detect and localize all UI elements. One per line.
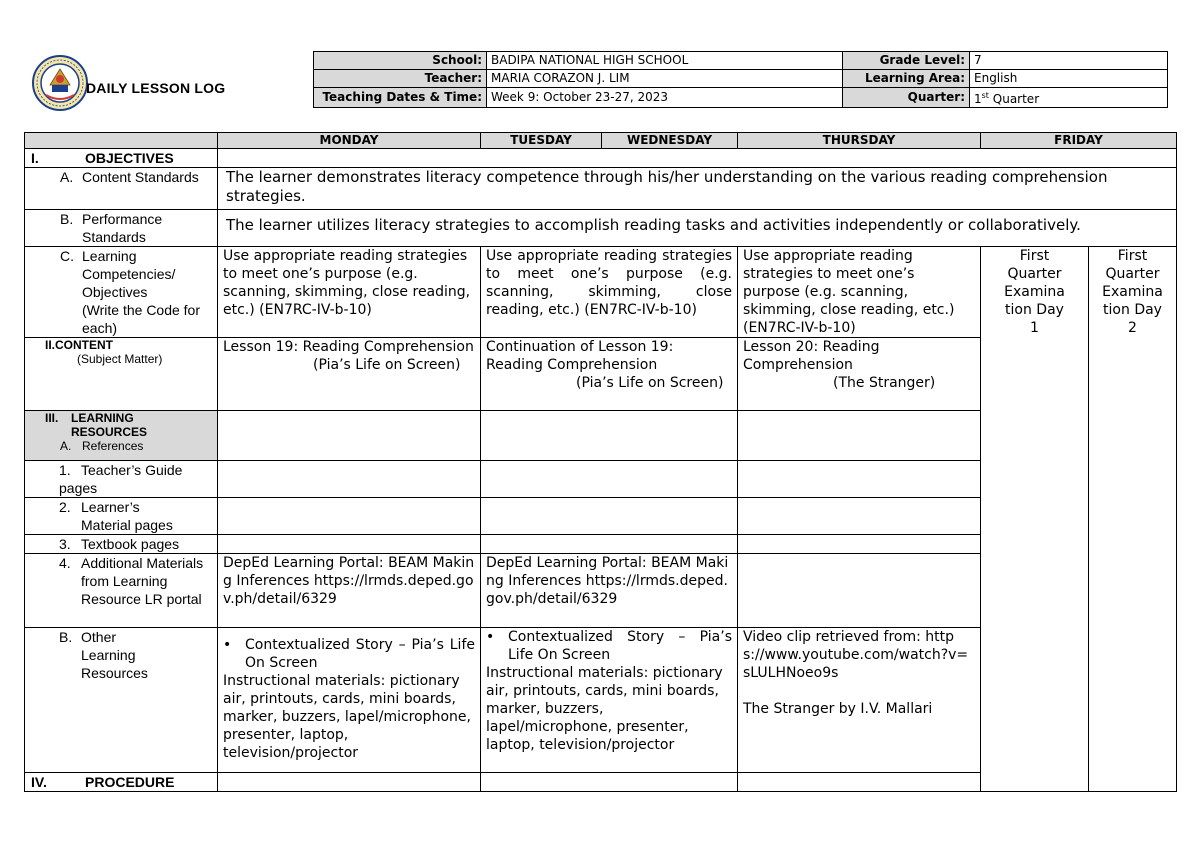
performance-standards-text: The learner utilizes literacy strategies to accomplish reading tasks and activities independently or collaboratively. — [218, 210, 1177, 247]
learning-area-label: Learning Area: — [843, 70, 970, 88]
other-resources-wednesday: Video clip retrieved from: https://www.youtube.com/watch?v=sLULHNoeo9s The Stranger by I.V. Mallari — [738, 628, 981, 773]
thursday-exam-cell: First Quarter Examina tion Day 1 — [981, 247, 1089, 792]
other-resources-label: B. Other Learning Resources — [25, 628, 218, 773]
content-monday: Lesson 19: Reading Comprehension (Pia’s Life on Screen) — [218, 338, 481, 411]
resources-wednesday — [738, 411, 981, 461]
competencies-label: C. Learning Competencies/ Objectives (Write the Code for each) — [25, 247, 218, 338]
grade-level-value: 7 — [970, 52, 1168, 70]
additional-materials-monday: DepEd Learning Portal: BEAM Making Inferences https://lrmds.deped.gov.ph/detail/6329 — [218, 554, 481, 628]
teaching-dates-value: Week 9: October 23-27, 2023 — [487, 88, 843, 108]
learning-area-value: English — [970, 70, 1168, 88]
quarter-label: Quarter: — [843, 88, 970, 108]
procedure-wednesday — [738, 773, 981, 792]
quarter-value: 1st Quarter — [970, 88, 1168, 108]
textbook-label: 3. Textbook pages — [25, 535, 218, 554]
teachers-guide-wednesday — [738, 461, 981, 498]
grade-level-label: Grade Level: — [843, 52, 970, 70]
performance-standards-label: B. Performance Standards — [25, 210, 218, 247]
procedure-heading: IV. PROCEDURE — [25, 773, 218, 792]
content-label: II.CONTENT (Subject Matter) — [25, 338, 218, 411]
learners-material-monday — [218, 498, 481, 535]
friday-exam-cell: First Quarter Examina tion Day 2 — [1089, 247, 1177, 792]
school-value: BADIPA NATIONAL HIGH SCHOOL — [487, 52, 843, 70]
learners-material-tuesday — [481, 498, 738, 535]
content-tuesday: Continuation of Lesson 19: Reading Comprehension (Pia’s Life on Screen) — [481, 338, 738, 411]
competencies-tuesday: Use appropriate reading strategies to meet one’s purpose (e.g. scanning, skimming, close reading, etc.) (EN7RC-IV-b-10) — [481, 247, 738, 338]
additional-materials-wednesday — [738, 554, 981, 628]
blank-header-cell — [25, 133, 218, 149]
day-monday: MONDAY — [218, 133, 481, 149]
additional-materials-tuesday: DepEd Learning Portal: BEAM Making Inferences https://lrmds.deped.gov.ph/detail/6329 — [481, 554, 738, 628]
textbook-monday — [218, 535, 481, 554]
teachers-guide-tuesday — [481, 461, 738, 498]
competencies-wednesday: Use appropriate reading strategies to meet one’s purpose (e.g. scanning, skimming, close reading, etc.) (EN7RC-IV-b-10) — [738, 247, 981, 338]
day-thursday: THURSDAY — [738, 133, 981, 149]
other-resources-monday: • Contextualized Story – Pia’s Life On Screen Instructional materials: pictionary air, printouts, cards, mini boards, marker, buzzers, lapel/microphone, presenter, laptop, television/projector — [218, 628, 481, 773]
content-standards-row — [25, 168, 1177, 210]
deped-seal-logo — [32, 55, 88, 111]
day-friday: FRIDAY — [981, 133, 1177, 149]
teaching-dates-label: Teaching Dates & Time: — [314, 88, 487, 108]
procedure-tuesday — [481, 773, 738, 792]
header-info-table — [313, 51, 1168, 108]
textbook-tuesday — [481, 535, 738, 554]
learners-material-wednesday — [738, 498, 981, 535]
other-resources-tuesday: • Contextualized Story – Pia’s Life On Screen Instructional materials: pictionary air, printouts, cards, mini boards, marker, buzzers, lapel/microphone, presenter, laptop, television/projector — [481, 628, 738, 773]
competencies-row — [25, 247, 1177, 338]
school-label: School: — [314, 52, 487, 70]
daily-lesson-log-title: DAILY LESSON LOG — [86, 80, 226, 96]
performance-standards-row — [25, 210, 1177, 247]
competencies-monday: Use appropriate reading strategies to meet one’s purpose (e.g. scanning, skimming, close reading, etc.) (EN7RC-IV-b-10) — [218, 247, 481, 338]
textbook-wednesday — [738, 535, 981, 554]
objectives-row — [25, 149, 1177, 168]
teachers-guide-monday — [218, 461, 481, 498]
teacher-value: MARIA CORAZON J. LIM — [487, 70, 843, 88]
additional-materials-label: 4. Additional Materials from Learning Resource LR portal — [25, 554, 218, 628]
resources-tuesday — [481, 411, 738, 461]
day-tuesday: TUESDAY — [481, 133, 602, 149]
teachers-guide-label: 1. Teacher’s Guide pages — [25, 461, 218, 498]
content-standards-label: A. Content Standards — [25, 168, 218, 210]
learning-resources-label: III. LEARNING RESOURCES A. References — [25, 411, 218, 461]
learners-material-label: 2. Learner’s Material pages — [25, 498, 218, 535]
teacher-label: Teacher: — [314, 70, 487, 88]
resources-monday — [218, 411, 481, 461]
content-standards-text: The learner demonstrates literacy competence through his/her understanding on the various reading comprehension strategies. — [218, 168, 1177, 210]
lesson-log-table — [24, 132, 1177, 792]
content-wednesday: Lesson 20: Reading Comprehension (The Stranger) — [738, 338, 981, 411]
day-header-row — [25, 133, 1177, 149]
objectives-heading: I. OBJECTIVES — [25, 149, 218, 168]
procedure-monday — [218, 773, 481, 792]
day-wednesday: WEDNESDAY — [602, 133, 738, 149]
objectives-blank — [218, 149, 1177, 168]
